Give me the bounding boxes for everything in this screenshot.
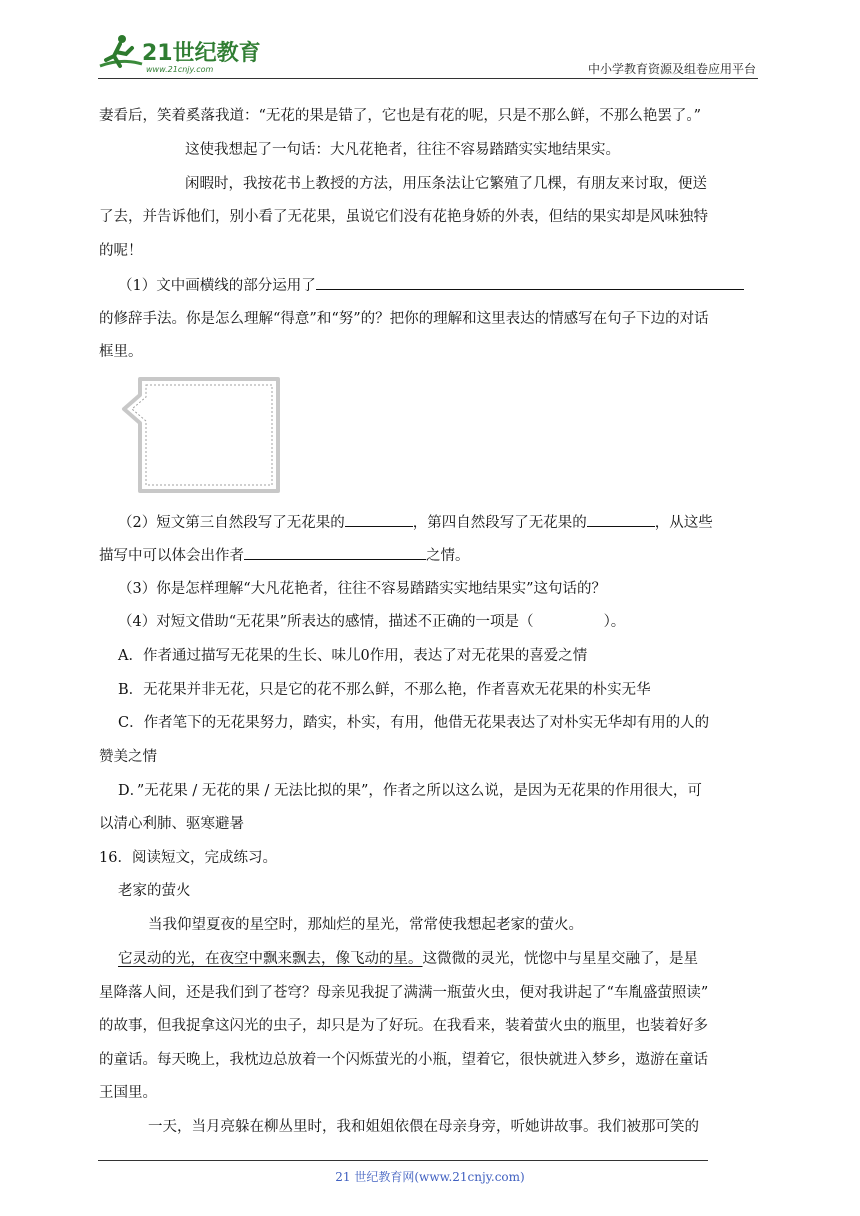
question-text: （2）短文第三自然段写了无花果的 (118, 515, 345, 531)
question-text: （1）文中画横线的部分运用了 (118, 278, 316, 294)
site-logo (92, 30, 262, 76)
passage-line: 了去，并告诉他们，别小看了无花果，虽说它们没有花艳身娇的外表，但结的果实却是风味独特 (99, 209, 708, 225)
answer-blank[interactable] (244, 545, 426, 560)
question-2-cont (99, 545, 470, 566)
option-a: A．作者通过描写无花果的生长、味儿0作用，表达了对无花果的喜爱之情 (118, 648, 588, 664)
answer-blank[interactable] (587, 512, 655, 527)
option-c-cont: 赞美之情 (99, 749, 157, 765)
answer-blank[interactable] (316, 275, 744, 290)
question-line: 的修辞手法。你是怎么理解“得意”和“努”的？把你的理解和这里表达的情感写在句子下边的对话 (99, 311, 709, 327)
passage-line: 当我仰望夏夜的星空时，那灿烂的星光，常常使我想起老家的萤火。 (148, 917, 583, 933)
passage-line: 星降落人间，还是我们到了苍穹？母亲见我捉了满满一瓶萤火虫，便对我讲起了“车胤盛萤照读” (99, 985, 709, 1001)
question-4 (118, 612, 625, 632)
footer-divider (98, 1160, 708, 1161)
question-text: 之情。 (426, 548, 470, 564)
logo-text: 21世纪教育 (142, 41, 261, 66)
runner-logo-icon (92, 30, 262, 76)
passage-line: 王国里。 (99, 1085, 157, 1101)
answer-blank[interactable] (345, 512, 413, 527)
question-3: （3）你是怎样理解“大凡花艳者，往往不容易踏踏实实地结果实”这句话的？ (118, 581, 607, 597)
passage-line: 的故事，但我捉拿这闪光的虫子，却只是为了好玩。在我看来，装着萤火虫的瓶里，也装着好多 (99, 1018, 708, 1034)
question-text: ，第四自然段写了无花果的 (412, 515, 587, 531)
passage-line: 妻看后，笑着奚落我道：“无花的果是错了，它也是有花的呢，只是不那么鲜，不那么艳罢了。” (99, 108, 702, 124)
platform-label: 中小学教育资源及组卷应用平台 (587, 62, 756, 76)
question-1 (118, 275, 744, 296)
question-16-heading: 16．阅读短文，完成练习。 (99, 850, 277, 866)
logo-url: www.21cnjy.com (146, 65, 214, 74)
underlined-sentence: 它灵动的光，在夜空中飘来飘去，像飞动的星。 (118, 951, 423, 967)
option-d: D．”无花果 / 无花的果 / 无法比拟的果”，作者之所以这么说，是因为无花果的作用很大，可 (118, 783, 702, 799)
passage-line: 一天，当月亮躲在柳丛里时，我和姐姐依偎在母亲身旁，听她讲故事。我们被那可笑的 (148, 1119, 699, 1135)
passage-line: 的童话。每天晚上，我枕边总放着一个闪烁萤光的小瓶，望着它，很快就进入梦乡，遨游在童话 (99, 1052, 708, 1068)
option-d-cont: 以清心利肺、驱寒避暑 (99, 816, 244, 832)
question-text: 描写中可以体会出作者 (99, 548, 244, 564)
option-c: C．作者笔下的无花果努力，踏实，朴实，有用，他借无花果表达了对朴实无华却有用的人的 (118, 715, 710, 731)
passage-title: 老家的萤火 (118, 883, 191, 899)
dialog-box[interactable] (118, 375, 286, 497)
question-text: （4）对短文借助“无花果”所表达的感情，描述不正确的一项是（ (118, 614, 534, 630)
question-line: 框里。 (99, 344, 143, 360)
question-text: ）。 (603, 614, 626, 630)
header-divider (98, 78, 758, 79)
footer-text: 21 世纪教育网(www.21cnjy.com) (335, 1170, 525, 1184)
passage-line (118, 949, 698, 969)
question-2 (118, 512, 713, 533)
question-text: ，从这些 (654, 515, 713, 531)
passage-line: 闲暇时，我按花书上教授的方法，用压条法让它繁殖了几棵，有朋友来讨取，便送 (185, 176, 707, 192)
passage-text: 这微微的灵光，恍惚中与星星交融了，是星 (422, 951, 698, 967)
passage-line: 的呢！ (99, 243, 143, 259)
option-b: B．无花果并非无花，只是它的花不那么鲜，不那么艳，作者喜欢无花果的朴实无华 (118, 682, 651, 698)
passage-line: 这使我想起了一句话：大凡花艳者，往往不容易踏踏实实地结果实。 (185, 142, 620, 158)
